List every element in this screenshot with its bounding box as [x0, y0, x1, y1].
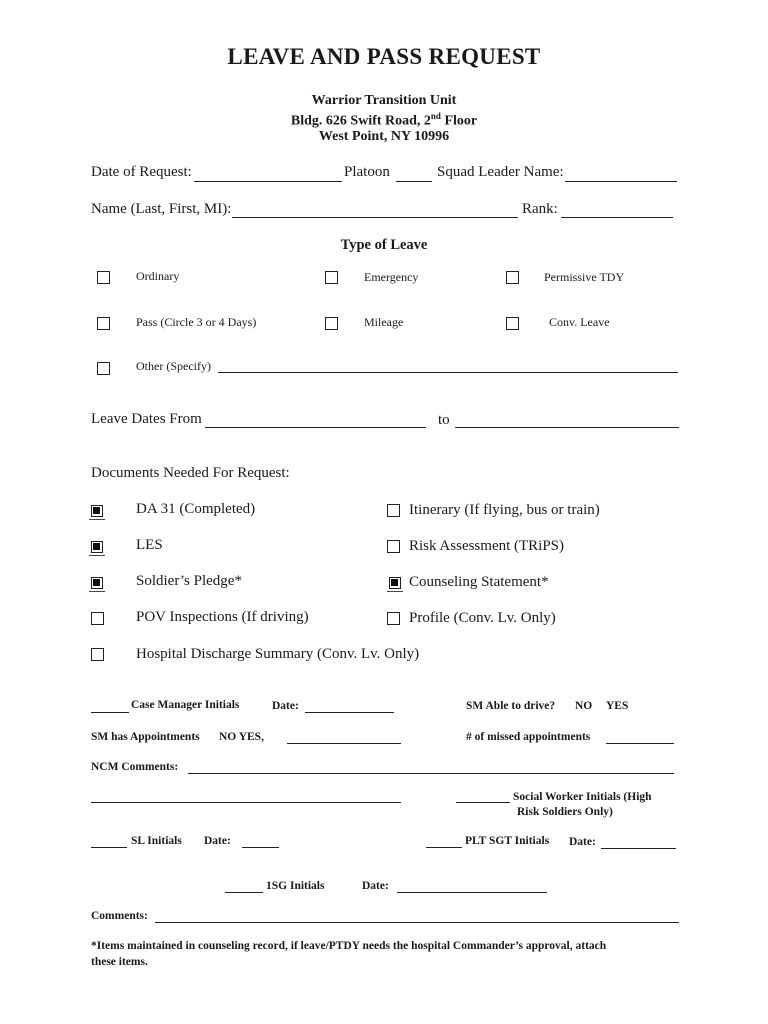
plt-sgt-label: PLT SGT Initials	[465, 835, 550, 847]
other-label: Other (Specify)	[136, 359, 211, 373]
platoon-field[interactable]	[396, 181, 432, 182]
rank-label: Rank:	[522, 201, 558, 217]
permissive-tdy-checkbox[interactable]	[506, 271, 519, 284]
risk-assessment-label: Risk Assessment (TRiPS)	[409, 538, 565, 554]
name-field[interactable]	[232, 217, 518, 218]
other-specify-field[interactable]	[218, 372, 678, 373]
ncm-comments-label: NCM Comments:	[91, 761, 179, 773]
other-checkbox[interactable]	[97, 362, 110, 375]
mileage-checkbox[interactable]	[325, 317, 338, 330]
missed-appointments-field[interactable]	[606, 743, 674, 744]
ordinary-checkbox[interactable]	[97, 271, 110, 284]
mileage-label: Mileage	[364, 315, 404, 329]
rank-field[interactable]	[561, 217, 673, 218]
page-title: LEAVE AND PASS REQUEST	[227, 44, 541, 69]
profile-checkbox[interactable]	[387, 612, 400, 625]
case-manager-date-field[interactable]	[305, 712, 394, 713]
squad-leader-field[interactable]	[565, 181, 677, 182]
date-of-request-label: Date of Request:	[91, 164, 192, 180]
plt-sgt-initials-field[interactable]	[426, 847, 462, 848]
itinerary-checkbox[interactable]	[387, 504, 400, 517]
isg-date-field[interactable]	[397, 892, 547, 893]
counseling-statement-checkbox[interactable]	[389, 577, 401, 589]
isg-initials-field[interactable]	[225, 892, 263, 893]
sl-initials-field[interactable]	[91, 847, 127, 848]
footer-note-line-2: these items.	[91, 956, 148, 968]
da31-label: DA 31 (Completed)	[136, 501, 256, 517]
social-worker-initials-field[interactable]	[456, 802, 510, 803]
able-to-drive-no[interactable]: NO	[575, 700, 593, 712]
ncm-comments-field-2[interactable]	[91, 802, 401, 803]
type-of-leave-heading: Type of Leave	[340, 237, 428, 253]
conv-leave-label: Conv. Leave	[549, 315, 610, 329]
appointments-label: SM has Appointments	[91, 731, 200, 743]
unit-city: West Point, NY 10996	[318, 129, 450, 144]
hospital-discharge-checkbox[interactable]	[91, 648, 104, 661]
leave-to-label: to	[438, 412, 450, 428]
unit-name: Warrior Transition Unit	[311, 93, 457, 108]
hospital-discharge-label: Hospital Discharge Summary (Conv. Lv. Only)	[136, 646, 420, 662]
able-to-drive-yes[interactable]: YES	[606, 700, 629, 712]
comments-field[interactable]	[155, 922, 679, 923]
missed-appointments-label: # of missed appointments	[466, 731, 591, 743]
les-checkbox[interactable]	[91, 541, 103, 553]
sl-initials-label: SL Initials	[131, 835, 182, 847]
emergency-label: Emergency	[364, 270, 419, 284]
leave-from-field[interactable]	[205, 427, 426, 428]
leave-dates-from-label: Leave Dates From	[91, 411, 202, 427]
soldiers-pledge-checkbox[interactable]	[91, 577, 103, 589]
isg-date-label: Date:	[362, 880, 389, 892]
pass-checkbox[interactable]	[97, 317, 110, 330]
social-worker-label: Social Worker Initials (High	[513, 791, 652, 803]
able-to-drive-label: SM Able to drive?	[466, 700, 556, 712]
comments-label: Comments:	[91, 910, 148, 922]
footer-note-line-1: *Items maintained in counseling record, if leave/PTDY needs the hospital Commander’s approval, attach	[91, 940, 607, 952]
case-manager-initials-field[interactable]	[91, 712, 129, 713]
sl-date-field[interactable]	[242, 847, 279, 848]
case-manager-date-label: Date:	[272, 700, 299, 712]
appointments-field[interactable]	[287, 743, 401, 744]
leave-to-field[interactable]	[455, 427, 679, 428]
plt-sgt-date-label: Date:	[569, 836, 596, 848]
appointments-no-yes[interactable]: NO YES,	[219, 731, 264, 743]
ncm-comments-field[interactable]	[188, 773, 674, 774]
les-label: LES	[136, 537, 163, 553]
risk-assessment-checkbox[interactable]	[387, 540, 400, 553]
profile-label: Profile (Conv. Lv. Only)	[409, 610, 556, 626]
conv-leave-checkbox[interactable]	[506, 317, 519, 330]
documents-heading: Documents Needed For Request:	[91, 465, 290, 481]
plt-sgt-date-field[interactable]	[601, 848, 676, 849]
isg-initials-label: 1SG Initials	[266, 880, 325, 892]
name-label: Name (Last, First, MI):	[91, 201, 232, 217]
social-worker-label-2: Risk Soldiers Only)	[517, 806, 613, 818]
pov-inspections-checkbox[interactable]	[91, 612, 104, 625]
pass-label: Pass (Circle 3 or 4 Days)	[136, 315, 257, 329]
date-of-request-field[interactable]	[194, 181, 342, 182]
squad-leader-label: Squad Leader Name:	[437, 164, 564, 180]
emergency-checkbox[interactable]	[325, 271, 338, 284]
permissive-tdy-label: Permissive TDY	[544, 270, 625, 284]
da31-checkbox[interactable]	[91, 505, 103, 517]
counseling-statement-label: Counseling Statement*	[409, 574, 549, 590]
pov-inspections-label: POV Inspections (If driving)	[136, 609, 309, 625]
unit-address: Bldg. 626 Swift Road, 2nd Floor	[290, 111, 478, 129]
case-manager-label: Case Manager Initials	[131, 699, 240, 711]
platoon-label: Platoon	[344, 164, 390, 180]
itinerary-label: Itinerary (If flying, bus or train)	[409, 502, 600, 518]
soldiers-pledge-label: Soldier’s Pledge*	[136, 573, 242, 589]
sl-date-label: Date:	[204, 835, 231, 847]
ordinary-label: Ordinary	[136, 269, 180, 283]
